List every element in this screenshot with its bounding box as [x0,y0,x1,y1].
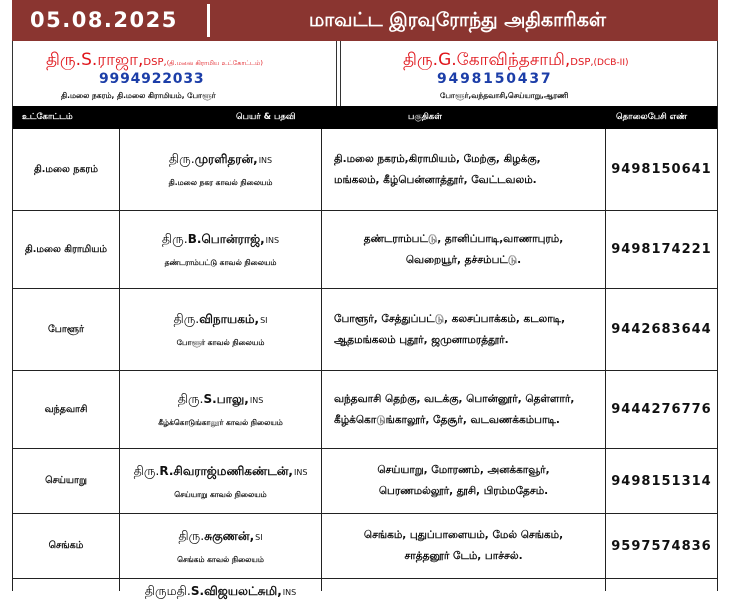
area-line: ஆதமங்கலம் புதூர், ஜமுனாமரத்தூர். [334,333,509,346]
patrol-officers-table [12,106,718,598]
areas-cell [322,371,606,448]
area-line: சாத்தனூர் டேம், பாச்சல். [404,550,523,562]
officer-cell [120,129,322,210]
honorific: திரு. [403,50,439,70]
officer-name: R.சிவராஜ்மணிகண்டன், [159,463,293,478]
subdivision-name: செய்யாறு [45,475,87,486]
area-line: போளூர், சேத்துப்பட்டு, கலசப்பாக்கம், கடலாடி, [334,312,566,325]
column-header-areas: பகுதிகள் [408,112,442,122]
officer-name: S.பாலு, [203,392,249,406]
officer-name: சுகுணன், [204,528,255,543]
phone-cell [606,579,717,591]
officer-name: முரளிதரன், [194,152,258,166]
officer-rank: SI [260,316,268,325]
table-row [13,449,717,514]
table-row [13,211,717,289]
officer-name: விநாயகம், [199,312,260,326]
officer-cell [120,579,322,598]
supervisor-phone: 9994922033 [99,71,205,87]
phone-number: 9498151314 [611,473,712,489]
honorific: திரு. [161,231,188,246]
supervisor-card-right [340,41,717,106]
supervisor-name: S.ராஜா, [81,50,144,70]
subdivision-cell [13,289,120,370]
area-line: பெரணமல்லூர், தூசி, பிரம்மதேசம். [378,485,549,497]
subdivision-name: போளூர் [48,323,84,335]
honorific: திரு. [173,311,200,326]
officer-cell [120,449,322,513]
area-line: தி.மலை நகரம்,கிராமியம், மேற்கு, கிழக்கு, [334,152,541,165]
column-header-phone: தொலைபேசி எண் [616,112,688,122]
honorific: திரு. [168,151,195,166]
phone-number: 9444276776 [611,402,712,417]
subdivision-cell [13,579,120,591]
phone-cell [606,211,717,288]
area-line: தண்டராம்பட்டு, தானிப்பாடி,வாணாபுரம், [363,232,564,245]
honorific: திரு. [133,462,160,478]
areas-cell [322,129,606,210]
supervisor-card-left [13,41,337,106]
subdivision-name: தி.மலை கிராமியம் [24,243,108,255]
police-station: தி.மலை நகர காவல் நிலையம் [168,178,273,187]
area-line: செங்கம், புதுப்பாளையம், மேல் செங்கம், [363,529,564,541]
column-header-subdivision: உட்கோட்டம் [22,112,73,122]
police-station: கீழ்க்கொடுங்காலூர் காவல் நிலையம் [158,418,283,427]
table-header [13,106,717,129]
supervisor-unit: (தி.மலை கிராமிய உட்கோட்டம்) [166,59,263,67]
phone-cell [606,129,717,210]
column-header-name-rank: பெயர் & பதவி [236,112,296,122]
area-line: வெறையூர், தச்சம்பட்டு. [405,253,522,266]
officer-cell [120,514,322,578]
areas-cell [322,514,606,578]
supervisor-panel [12,41,718,106]
officer-cell [120,371,322,448]
supervisor-unit: (DCB-II) [593,58,629,68]
phone-number: 9597574836 [611,538,712,554]
phone-cell [606,449,717,513]
table-row [13,371,717,449]
subdivision-name: தி.மலை நகரம் [34,163,98,175]
table-row [13,579,717,598]
subdivision-cell [13,211,120,288]
supervisor-rank: DSP, [143,57,167,68]
area-line: வந்தவாசி தெற்கு, வடக்கு, பொன்னூர், தெள்ளார், [334,392,575,405]
officer-name-line [158,230,283,249]
police-station: தண்டராம்பட்டு காவல் நிலையம் [164,258,277,267]
honorific: திரு. [46,50,82,70]
supervisor-areas: தி.மலை நகரம், தி.மலை கிராமியம், போளூர் [61,91,216,100]
area-line: மங்கலம், கீழ்பென்னாத்தூர், வேட்டவலம். [334,173,537,186]
officer-name-line [130,462,312,481]
area-line: செய்யாறு, மோரணம், அனக்காவூர், [377,464,550,476]
phone-number: 9498174221 [611,242,712,257]
officer-name-line [169,310,271,329]
police-station: செங்கம் காவல் நிலையம் [177,554,264,564]
officer-name-line [141,579,300,598]
officer-name-line [165,150,276,169]
supervisor-name: G.கோவிந்தசாமி, [438,50,571,70]
subdivision-cell [13,129,120,210]
areas-cell [322,579,606,591]
officer-rank: INS [265,236,280,245]
honorific: திருமதி. [144,583,191,598]
title-bar [12,0,718,41]
areas-cell [322,449,606,513]
officer-rank: SI [255,532,263,542]
areas-cell [322,289,606,370]
page-title: மாவட்ட இரவுரோந்து அதிகாரிகள் [309,9,606,31]
officer-cell [120,211,322,288]
phone-number: 9498150641 [611,162,712,177]
area-line: கீழ்க்கொடுங்காலூர், தேசூர், வடவணக்கம்பாடி. [334,413,560,426]
areas-cell [322,211,606,288]
police-station: செய்யாறு காவல் நிலையம் [174,489,267,499]
officer-rank: INS [249,396,264,405]
subdivision-name: செங்கம் [48,540,84,551]
honorific: திரு. [177,391,204,406]
subdivision-cell [13,371,120,448]
table-body [13,129,717,598]
officer-rank: INS [282,588,297,597]
table-row [13,129,717,211]
police-station: போளூர் காவல் நிலையம் [176,338,265,347]
officer-name-line [174,527,266,546]
table-row [13,289,717,371]
phone-cell [606,371,717,448]
phone-cell [606,289,717,370]
officer-name: S.விஜயலட்சுமி, [190,584,282,598]
title-divider [207,4,210,37]
officer-cell [120,289,322,370]
supervisor-areas: போளூர்,வந்தவாசி,செய்யாறு,ஆரணி [440,91,569,100]
officer-name-line [174,390,268,409]
supervisor-rank: DSP, [570,57,594,68]
supervisor-phone: 9498150437 [437,71,553,87]
officer-name: B.பொன்ராஜ், [187,232,265,246]
honorific: திரு. [178,527,205,543]
officer-rank: INS [258,156,273,165]
date-label: 05.08.2025 [30,8,178,32]
phone-number: 9442683644 [611,322,712,337]
table-row [13,514,717,579]
subdivision-cell [13,449,120,513]
subdivision-name: வந்தவாசி [44,403,88,415]
officer-rank: INS [293,467,308,477]
subdivision-cell [13,514,120,578]
phone-cell [606,514,717,578]
